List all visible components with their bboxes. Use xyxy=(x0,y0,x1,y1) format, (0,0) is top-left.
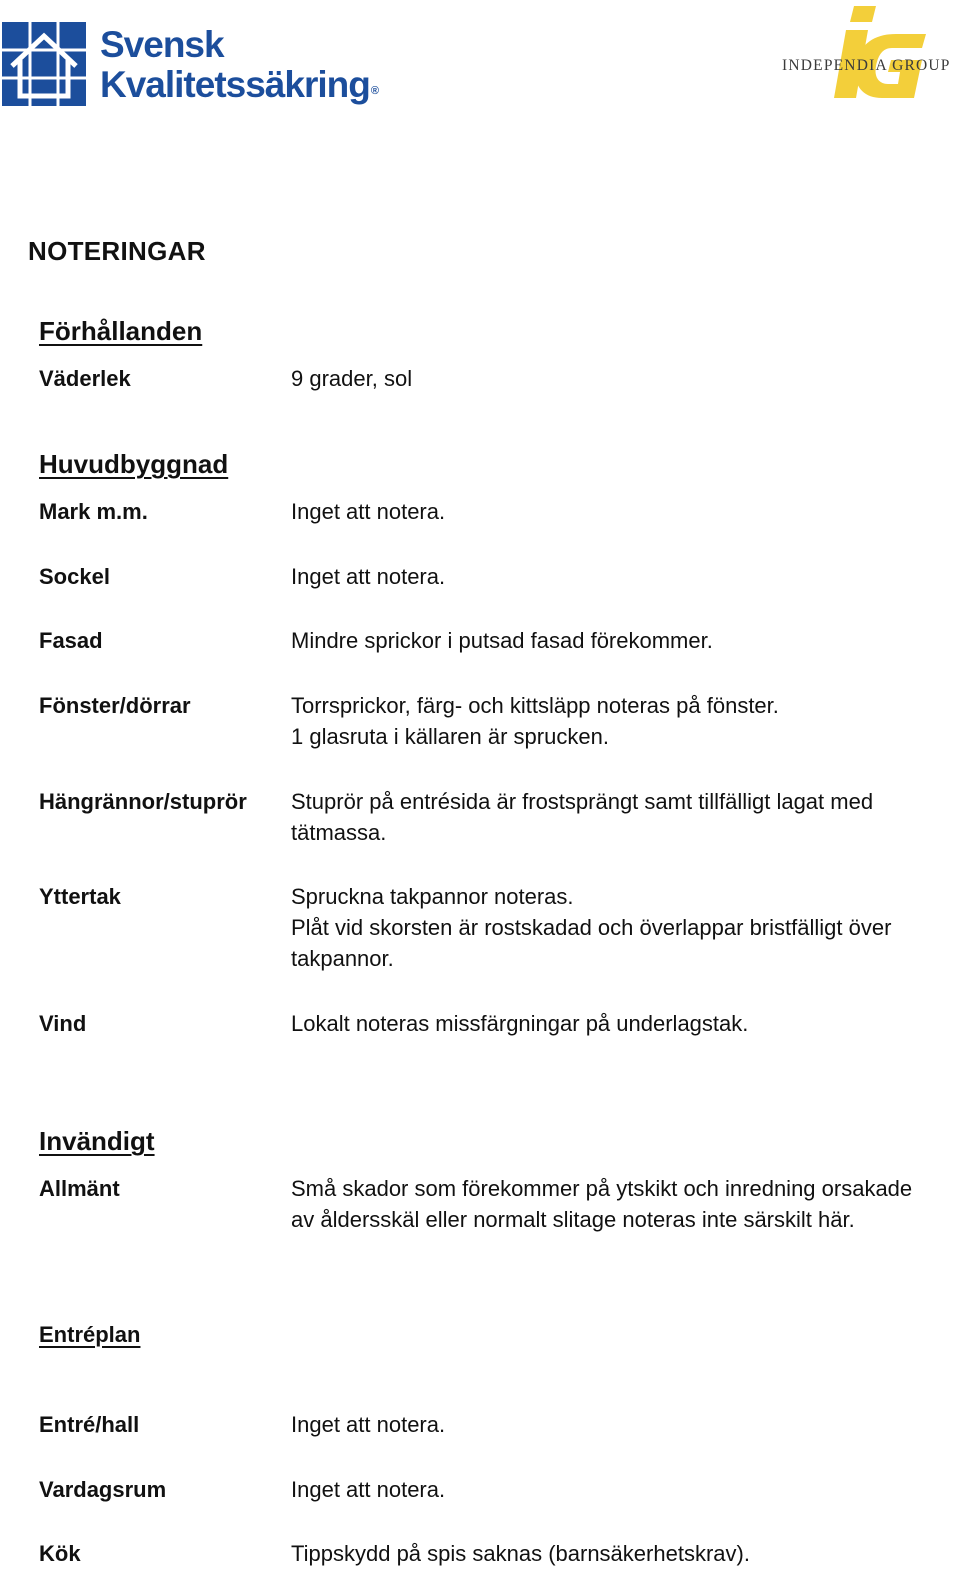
logo-line-1: Svensk xyxy=(100,24,224,65)
page-title: NOTERINGAR xyxy=(28,236,206,266)
row-value xyxy=(291,690,953,752)
row-value xyxy=(291,363,953,394)
row-value-line: Stuprör på entrésida är frostsprängt samt tillfälligt lagat med xyxy=(291,789,874,814)
independia-group-name: INDEPENDIA GROUP xyxy=(782,57,951,74)
row-value-line: Spruckna takpannor noteras. xyxy=(291,884,574,909)
row-label: Fönster/dörrar xyxy=(39,693,191,718)
row-value-line: 9 grader, sol xyxy=(291,366,413,391)
row-value-line: Inget att notera. xyxy=(291,499,446,524)
row-label: Väderlek xyxy=(39,366,131,391)
row-value xyxy=(291,496,953,527)
row-label: Sockel xyxy=(39,564,110,589)
house-grid-icon xyxy=(2,22,86,106)
row-value xyxy=(291,1173,953,1235)
section-heading-huvudbyggnad: Huvudbyggnad xyxy=(39,449,229,479)
section-heading-entreplan: Entréplan xyxy=(39,1322,141,1347)
independia-group-logo xyxy=(778,4,960,102)
ig-monogram-icon xyxy=(826,4,930,100)
section-heading-invandigt: Invändigt xyxy=(39,1126,155,1156)
row-value-line: av åldersskäl eller normalt slitage noteras inte särskilt här. xyxy=(291,1207,855,1232)
row-value-line: Torrsprickor, färg- och kittsläpp noteras på fönster. xyxy=(291,693,779,718)
row-value xyxy=(291,1474,953,1505)
row-label: Fasad xyxy=(39,628,103,653)
row-label: Allmänt xyxy=(39,1176,120,1201)
row-value xyxy=(291,1409,953,1440)
row-value xyxy=(291,786,953,848)
row-value-line: Inget att notera. xyxy=(291,564,446,589)
logo-line-2-text: Kvalitetssäkring xyxy=(100,64,370,105)
section-heading-forhallanden: Förhållanden xyxy=(39,316,203,346)
row-value xyxy=(291,561,953,592)
row-value-line: Mindre sprickor i putsad fasad förekommer. xyxy=(291,628,713,653)
row-label: Hängrännor/stuprör xyxy=(39,789,247,814)
row-value xyxy=(291,1008,953,1039)
registered-mark: ® xyxy=(370,85,378,97)
row-value xyxy=(291,881,953,974)
row-value-line: Inget att notera. xyxy=(291,1412,446,1437)
row-value-line: 1 glasruta i källaren är sprucken. xyxy=(291,724,609,749)
row-value-line: tätmassa. xyxy=(291,820,387,845)
row-value-line: Små skador som förekommer på ytskikt och inredning orsakade xyxy=(291,1176,913,1201)
logo-line-2 xyxy=(100,64,378,106)
row-value-line: takpannor. xyxy=(291,946,394,971)
row-value xyxy=(291,625,953,656)
row-value-line: Lokalt noteras missfärgningar på underlagstak. xyxy=(291,1011,749,1036)
row-value xyxy=(291,1538,953,1569)
row-value-line: Plåt vid skorsten är rostskadad och överlappar bristfälligt över xyxy=(291,915,892,940)
row-value-line: Inget att notera. xyxy=(291,1477,446,1502)
row-label: Vind xyxy=(39,1011,87,1036)
row-label: Vardagsrum xyxy=(39,1477,167,1502)
row-label: Yttertak xyxy=(39,884,121,909)
svensk-kvalitetssakring-logo xyxy=(2,22,402,108)
row-label: Mark m.m. xyxy=(39,499,148,524)
row-value-line: Tippskydd på spis saknas (barnsäkerhetskrav). xyxy=(291,1541,750,1566)
row-label: Entré/hall xyxy=(39,1412,140,1437)
row-label: Kök xyxy=(39,1541,81,1566)
